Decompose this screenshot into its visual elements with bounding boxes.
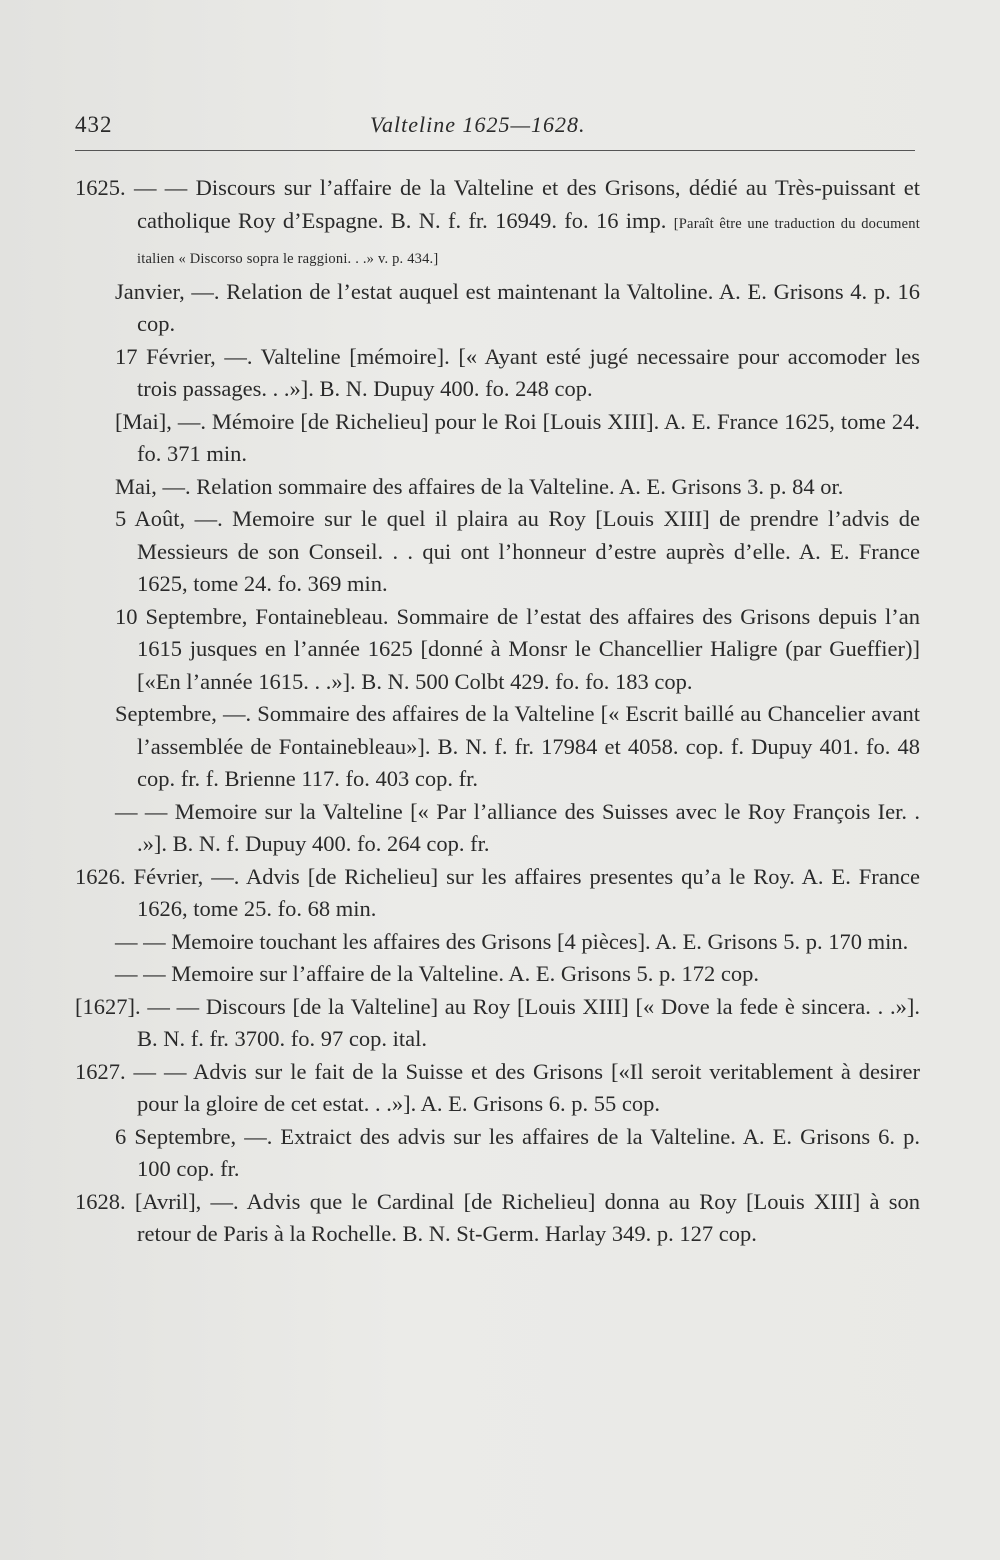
entry-text: 17 Février, —. Valteline [mémoire]. [« Ayant esté jugé necessaire pour accomoder les trois passages. . .»]. B. N. Dupuy 400. fo. 248 cop.	[115, 343, 920, 401]
entry-text: 1627. — — Advis sur le fait de la Suisse et des Grisons [«Il seroit veritablement à desirer pour la gloire de cet estat. . .»]. A. E. Grisons 6. p. 55 cop.	[75, 1058, 920, 1116]
list-item	[75, 796, 920, 861]
entry-text: — — Memoire sur la Valteline [« Par l’alliance des Suisses avec le Roy François Ier. . .»]. B. N. f. Dupuy 400. fo. 264 cop. fr.	[115, 798, 920, 856]
list-item	[75, 861, 920, 926]
entry-text: — — Memoire touchant les affaires des Grisons [4 pièces]. A. E. Grisons 5. p. 170 min.	[115, 928, 909, 954]
entry-note: [Paraît être une traduction du document italien « Discorso sopra le raggioni. . .» v. p. 434.]	[137, 215, 920, 267]
entry-text: 5 Août, —. Memoire sur le quel il plaira au Roy [Louis XIII] de prendre l’advis de Messieurs de son Conseil. . . qui ont l’honneur d’estre auprès d’elle. A. E. France 1625, tome 24. fo. 369 min.	[115, 506, 920, 596]
entry-text: 1626. Février, —. Advis [de Richelieu] sur les affaires presentes qu’a le Roy. A. E. France 1626, tome 25. fo. 68 min.	[75, 863, 920, 921]
entry-text: — — Memoire sur l’affaire de la Valteline. A. E. Grisons 5. p. 172 cop.	[115, 961, 760, 986]
entry-text: 1625. — — Discours sur l’affaire de la Valteline et des Grisons, dédié au Très-puissant et catholique Roy d’Espagne. B. N. f. fr. 16949. fo. 16 imp.	[75, 175, 920, 233]
page-number: 432	[75, 112, 113, 137]
list-item	[75, 601, 920, 699]
list-item	[75, 276, 920, 341]
page-header	[75, 112, 915, 148]
header-rule	[75, 150, 915, 151]
entry-text: Septembre, —. Sommaire des affaires de la Valteline [« Escrit baillé au Chancelier avant l’assemblée de Fontainebleau»]. B. N. f. fr. 17984 et 4058. cop. f. Dupuy 401. fo. 48 cop. fr. f. Brienne 117. fo. 403 cop. fr.	[115, 701, 920, 791]
list-item	[75, 1186, 920, 1251]
list-item	[75, 926, 920, 959]
list-item	[75, 471, 920, 504]
list-item	[75, 406, 920, 471]
list-item	[75, 503, 920, 601]
running-title: Valteline 1625—1628.	[370, 112, 586, 137]
entry-text: 6 Septembre, —. Extraict des advis sur les affaires de la Valteline. A. E. Grisons 6. p. 100 cop. fr.	[115, 1123, 920, 1181]
entries-list	[75, 172, 920, 1251]
list-item	[75, 1056, 920, 1121]
entry-text: 10 Septembre, Fontainebleau. Sommaire de l’estat des affaires des Grisons depuis l’an 1615 jusques en l’année 1625 [donné à Monsr le Chancellier Haligre (par Gueffier)] [«En l’année 1615. . .»]. B. N. 500 Colbt 429. fo. fo. 183 cop.	[115, 603, 920, 694]
list-item	[75, 1121, 920, 1186]
entry-text: Janvier, —. Relation de l’estat auquel est maintenant la Valtoline. A. E. Grisons 4. p. 16 cop.	[115, 278, 920, 336]
list-item	[75, 172, 920, 276]
entry-text: Mai, —. Relation sommaire des affaires de la Valteline. A. E. Grisons 3. p. 84 or.	[115, 473, 844, 499]
entry-text: [1627]. — — Discours [de la Valteline] au Roy [Louis XIII] [« Dove la fede è sincera. . .»]. B. N. f. fr. 3700. fo. 97 cop. ital.	[75, 993, 920, 1051]
list-item	[75, 341, 920, 406]
entry-text: [Mai], —. Mémoire [de Richelieu] pour le Roi [Louis XIII]. A. E. France 1625, tome 24. fo. 371 min.	[115, 408, 920, 466]
list-item	[75, 698, 920, 796]
entry-text: 1628. [Avril], —. Advis que le Cardinal [de Richelieu] donna au Roy [Louis XIII] à son retour de Paris à la Rochelle. B. N. St-Germ. Harlay 349. p. 127 cop.	[75, 1188, 920, 1246]
list-item	[75, 991, 920, 1056]
list-item	[75, 958, 920, 991]
